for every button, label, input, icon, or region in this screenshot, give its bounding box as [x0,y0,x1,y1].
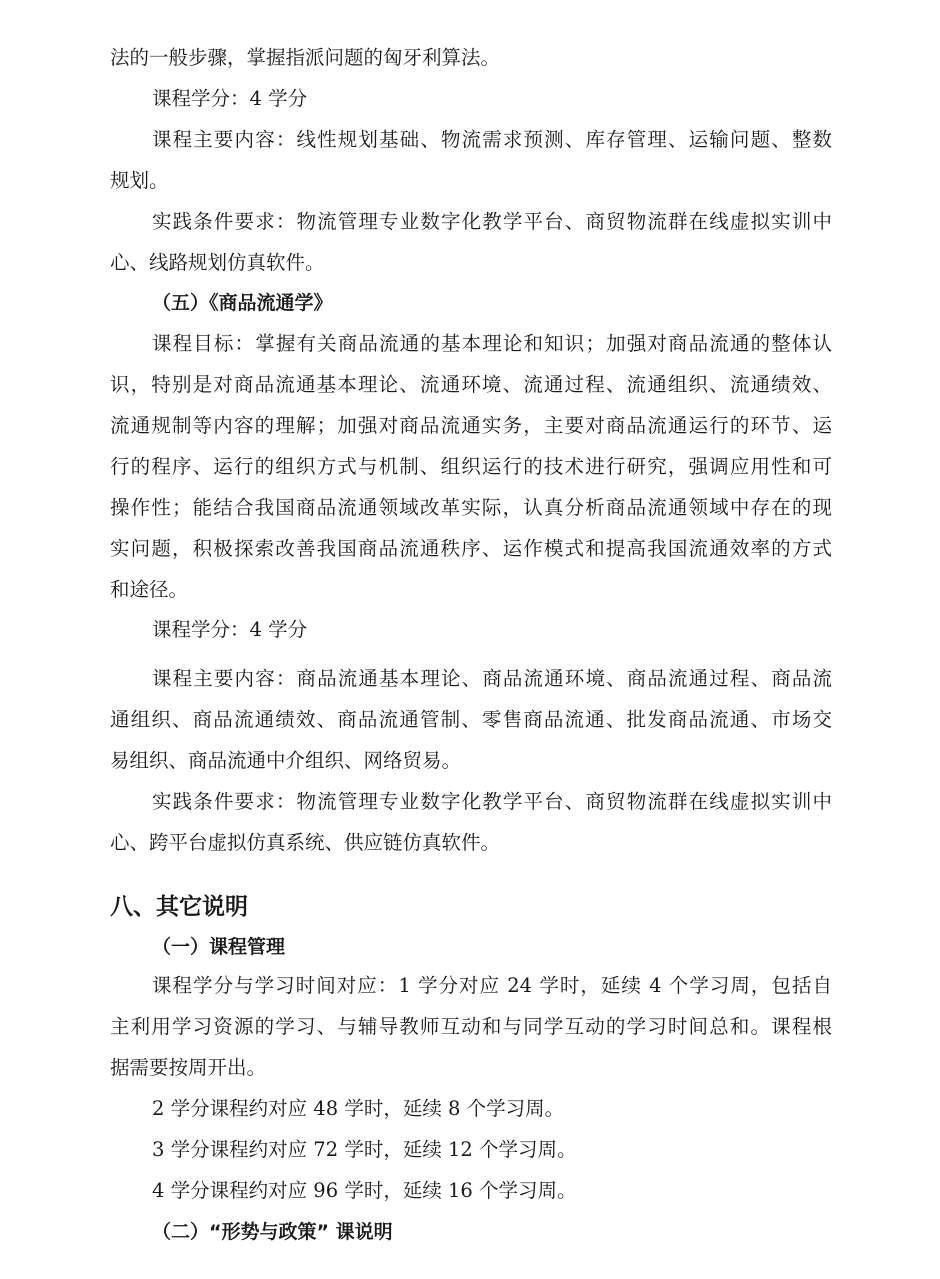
paragraph-line: 主利用学习资源的学习、与辅导教师互动和与同学互动的学习时间总和。课程根 [110,1015,832,1038]
paragraph-line: 规划。 [110,169,169,192]
credit-rule-line: 2 学分课程约对应 48 学时，延续 8 个学习周。 [152,1097,565,1120]
course-credit-line: 课程学分：4 学分 [152,618,308,641]
paragraph-line: 操作性；能结合我国商品流通领域改革实际，认真分析商品流通领域中存在的现 [110,496,832,519]
paragraph-line: 心、跨平台虚拟仿真系统、供应链仿真软件。 [110,831,501,854]
section-heading-five: （五）《商品流通学》 [152,292,333,314]
paragraph-line: 识，特别是对商品流通基本理论、流通环境、流通过程、流通组织、流通绩效、 [110,373,832,396]
practice-requirement-line: 实践条件要求：物流管理专业数字化教学平台、商贸物流群在线虚拟实训中 [152,790,832,813]
credit-rule-line: 3 学分课程约对应 72 学时，延续 12 个学习周。 [152,1138,577,1161]
section-heading-two: （二）“形势与政策” 课说明 [152,1221,393,1243]
paragraph-line: 行的程序、运行的组织方式与机制、组织运行的技术进行研究，强调应用性和可 [110,455,832,478]
credit-hours-line: 课程学分与学习时间对应：1 学分对应 24 学时，延续 4 个学习周，包括自 [152,974,832,997]
course-credit-line: 课程学分：4 学分 [152,87,308,110]
practice-requirement-line: 实践条件要求：物流管理专业数字化教学平台、商贸物流群在线虚拟实训中 [152,210,832,233]
paragraph-line: 法的一般步骤，掌握指派问题的匈牙利算法。 [110,46,501,69]
paragraph-line: 易组织、商品流通中介组织、网络贸易。 [110,749,462,772]
course-goal-line: 课程目标：掌握有关商品流通的基本理论和知识；加强对商品流通的整体认 [152,332,832,355]
paragraph-line: 据需要按周开出。 [110,1056,267,1079]
credit-rule-line: 4 学分课程约对应 96 学时，延续 16 个学习周。 [152,1179,577,1202]
course-content-line: 课程主要内容：线性规划基础、物流需求预测、库存管理、运输问题、整数 [152,128,832,151]
paragraph-line: 通组织、商品流通绩效、商品流通管制、零售商品流通、批发商品流通、市场交 [110,708,832,731]
paragraph-line: 实问题，积极探索改善我国商品流通秩序、运作模式和提高我国流通效率的方式 [110,537,832,560]
course-content-line: 课程主要内容：商品流通基本理论、商品流通环境、商品流通过程、商品流 [152,667,832,690]
paragraph-line: 心、线路规划仿真软件。 [110,251,325,274]
paragraph-line: 流通规制等内容的理解；加强对商品流通实务，主要对商品流通运行的环节、运 [110,414,832,437]
paragraph-line: 和途径。 [110,578,189,601]
chapter-heading-eight: 八、其它说明 [110,894,248,920]
section-heading-one: （一）课程管理 [152,936,286,958]
